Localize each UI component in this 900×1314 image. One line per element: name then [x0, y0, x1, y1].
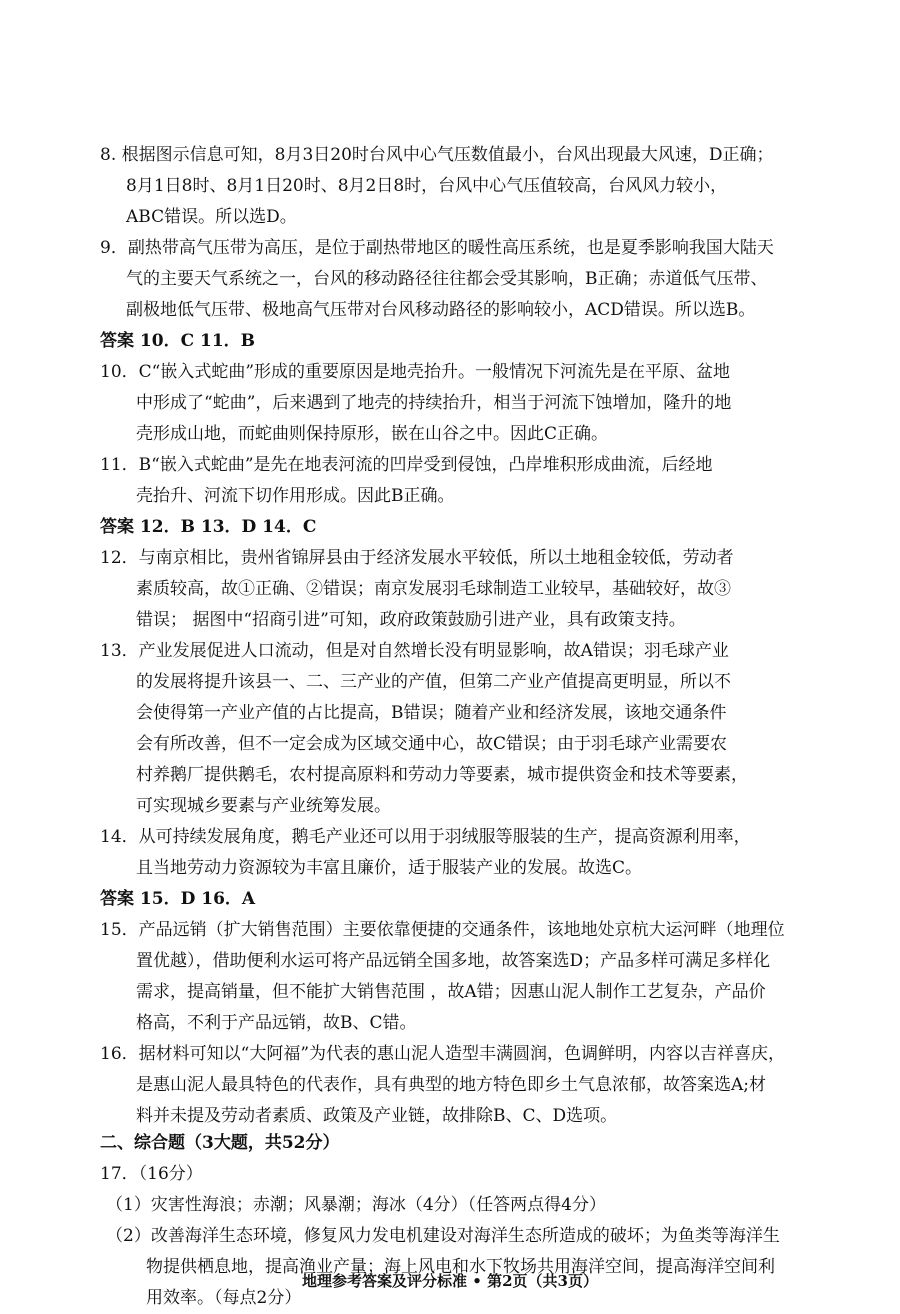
question-9	[100, 233, 820, 326]
questions-8-9	[100, 140, 820, 326]
text-line: 气的主要天气系统之一，台风的移动路径往往都会受其影响，B正确；赤道低气压带、	[126, 269, 768, 289]
text-line: 会使得第一产业产值的占比提高，B错误；随着产业和经济发展，该地交通条件	[136, 703, 727, 723]
answer-15-16	[100, 884, 820, 915]
text-line: （1）灾害性海浪；赤潮；风暴潮；海冰（4分）（任答两点得4分）	[106, 1195, 606, 1215]
text-line: 且当地劳动力资源较为丰富且廉价，适于服装产业的发展。故选C。	[136, 858, 643, 878]
section-2-title-block	[100, 1128, 820, 1159]
page-footer: 地理参考答案及评分标准 • 第2页（共3页）	[302, 1272, 598, 1290]
question-8	[100, 140, 820, 233]
question-16	[100, 1039, 820, 1132]
text-line: 物提供栖息地，提高渔业产量；海上风电和水下牧场共用海洋空间，提高海洋空间利	[146, 1257, 775, 1277]
text-line: 副极地低气压带、极地高气压带对台风移动路径的影响较小，ACD错误。所以选B。	[126, 300, 756, 320]
answer-12-14	[100, 512, 820, 543]
text-line: 需求，提高销量，但不能扩大销售范围 ，故A错；因惠山泥人制作工艺复杂，产品价	[136, 982, 766, 1002]
question-17-heading: 17．（16分）	[100, 1164, 203, 1184]
question-17-head-block	[100, 1159, 820, 1190]
text-line: 会有所改善，但不一定会成为区域交通中心，故C错误；由于羽毛球产业需要农	[136, 734, 728, 754]
text-line: 13．产业发展促进人口流动，但是对自然增长没有明显影响，故A错误；羽毛球产业	[100, 641, 729, 661]
section-title: 二、综合题（3大题，共52分）	[100, 1133, 340, 1153]
question-15	[100, 915, 820, 1039]
question-13	[100, 636, 820, 822]
answer-10-11	[100, 326, 820, 357]
text-line: 错误； 据图中“招商引进”可知，政府政策鼓励引进产业，具有政策支持。	[136, 610, 686, 630]
text-line: ABC错误。所以选D。	[126, 207, 297, 227]
answer-line: 答案 10．C 11．B	[100, 331, 256, 351]
question-10	[100, 357, 820, 450]
text-line: 中形成了“蛇曲”，后来遇到了地壳的持续抬升，相当于河流下蚀增加，隆升的地	[136, 393, 732, 413]
answer-line: 答案 15．D 16．A	[100, 889, 256, 909]
questions-12-14	[100, 543, 820, 884]
questions-10-11	[100, 357, 820, 512]
text-line: 11．B“嵌入式蛇曲”是先在地表河流的凹岸受到侵蚀，凸岸堆积形成曲流，后经地	[100, 455, 713, 475]
text-line: 壳形成山地，而蛇曲则保持原形，嵌在山谷之中。因此C正确。	[136, 424, 609, 444]
text-line: 8月1日8时、8月1日20时、8月2日8时，台风中心气压值较高，台风风力较小，	[126, 176, 728, 196]
text-line: 村养鹅厂提供鹅毛，农村提高原料和劳动力等要素，城市提供资金和技术等要素，	[136, 765, 748, 785]
text-line: 用效率。（每点2分）	[146, 1288, 302, 1308]
text-line: 15．产品远销（扩大销售范围）主要依靠便捷的交通条件，该地地处京杭大运河畔（地理位	[100, 920, 785, 940]
text-line: 素质较高，故①正确、②错误；南京发展羽毛球制造工业较早，基础较好，故③	[136, 579, 731, 599]
text-line: 14．从可持续发展角度，鹅毛产业还可以用于羽绒服等服装的生产，提高资源利用率，	[100, 827, 751, 847]
text-line: 可实现城乡要素与产业统筹发展。	[136, 796, 391, 816]
text-line: 是惠山泥人最具特色的代表作，具有典型的地方特色即乡土气息浓郁，故答案选A;材	[136, 1075, 767, 1095]
text-line: （2）改善海洋生态环境，修复风力发电机建设对海洋生态所造成的破坏；为鱼类等海洋生	[106, 1226, 780, 1246]
text-line: 16．据材料可知以“大阿福”为代表的惠山泥人造型丰满圆润，色调鲜明，内容以吉祥喜庆，	[100, 1044, 786, 1064]
text-line: 12．与南京相比，贵州省锦屏县由于经济发展水平较低，所以土地租金较低，劳动者	[100, 548, 734, 568]
text-line: 的发展将提升该县一、二、三产业的产值，但第二产业产值提高更明显，所以不	[136, 672, 731, 692]
question-17-part-2	[100, 1221, 820, 1314]
answer-line: 答案 12．B 13．D 14．C	[100, 517, 317, 537]
text-line: 壳抬升、河流下切作用形成。因此B正确。	[136, 486, 455, 506]
text-line: 9．副热带高气压带为高压，是位于副热带地区的暖性高压系统，也是夏季影响我国大陆天	[100, 238, 774, 258]
question-17-items	[100, 1190, 820, 1314]
text-line: 10．C“嵌入式蛇曲”形成的重要原因是地壳抬升。一般情况下河流先是在平原、盆地	[100, 362, 731, 382]
question-17-part-1	[100, 1190, 820, 1221]
question-14	[100, 822, 820, 884]
text-line: 料并未提及劳动者素质、政策及产业链，故排除B、C、D选项。	[136, 1106, 618, 1126]
question-11	[100, 450, 820, 512]
text-line: 置优越），借助便利水运可将产品远销全国多地，故答案选D；产品多样可满足多样化	[136, 951, 771, 971]
question-12	[100, 543, 820, 636]
text-line: 格高，不利于产品远销，故B、C错。	[136, 1013, 417, 1033]
text-line: 8. 根据图示信息可知，8月3日20时台风中心气压数值最小，台风出现最大风速，D正确；	[100, 145, 774, 165]
questions-15-16	[100, 915, 820, 1132]
